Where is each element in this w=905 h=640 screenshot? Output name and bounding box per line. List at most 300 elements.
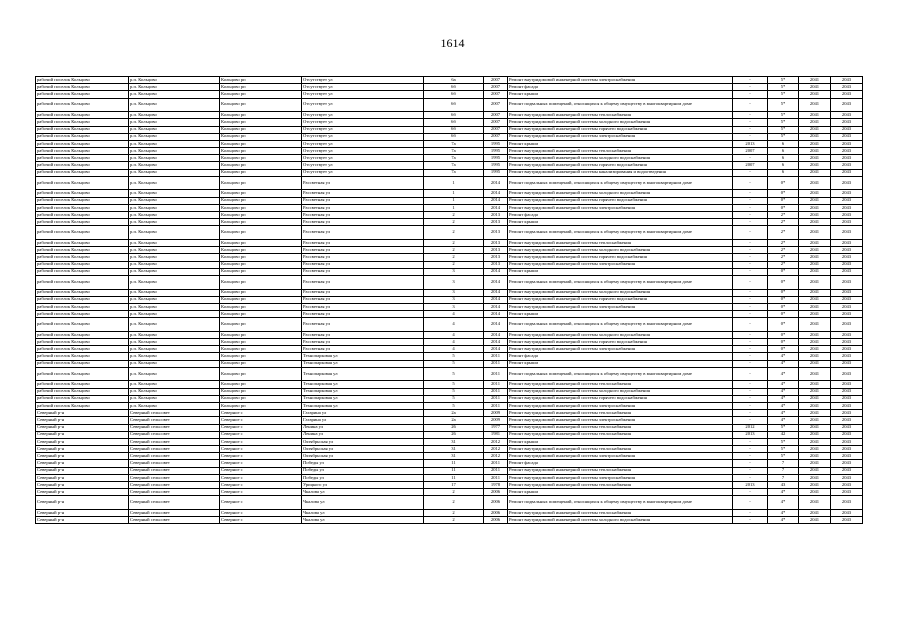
table-row	[36, 140, 863, 147]
cell-municipal-district: рабочий поселок Кольцово	[36, 388, 129, 395]
cell-locality: Кольцово рп	[220, 190, 302, 197]
cell-last-repair-year: 2013	[733, 140, 768, 147]
cell-municipal-district: рабочий поселок Кольцово	[36, 268, 129, 275]
cell-plan-start-year: 2041	[799, 517, 831, 524]
repair-schedule-table	[35, 76, 863, 524]
cell-plan-end-year: 2043	[831, 169, 863, 176]
cell-plan-end-year: 2043	[831, 453, 863, 460]
cell-last-repair-year: -	[733, 395, 768, 402]
cell-work-type: Ремонт внутридомовой инженерной системы теплоснабжения	[508, 424, 733, 431]
cell-house-number: 6б	[424, 84, 484, 91]
cell-plan-end-year: 2043	[831, 339, 863, 346]
cell-municipal-district: Северный р-н	[36, 482, 129, 489]
cell-work-type: Ремонт внутридомовой инженерной системы теплоснабжения	[508, 431, 733, 438]
cell-street: Рассветная ул	[302, 176, 424, 190]
cell-settlement: р.п. Кольцово	[129, 219, 220, 226]
cell-work-type: Ремонт фасада	[508, 353, 733, 360]
cell-locality: Кольцово рп	[220, 226, 302, 240]
table-row	[36, 112, 863, 119]
cell-last-repair-year: -	[733, 467, 768, 474]
cell-house-number: 7а	[424, 162, 484, 169]
cell-wear-value: 2*	[768, 226, 799, 240]
cell-municipal-district: Северный р-н	[36, 517, 129, 524]
cell-commission-year: 2006	[484, 496, 508, 510]
cell-wear-value: 0*	[768, 176, 799, 190]
cell-locality: Северное с	[220, 482, 302, 489]
cell-house-number: 1	[424, 176, 484, 190]
cell-settlement: р.п. Кольцово	[129, 331, 220, 338]
cell-locality: Кольцово рп	[220, 339, 302, 346]
cell-house-number: 2	[424, 261, 484, 268]
table-row	[36, 275, 863, 289]
cell-plan-end-year: 2043	[831, 431, 863, 438]
cell-commission-year: 2011	[484, 395, 508, 402]
table-row	[36, 496, 863, 510]
cell-plan-end-year: 2043	[831, 417, 863, 424]
cell-street: Победы ул	[302, 474, 424, 481]
cell-street: Рассветная ул	[302, 212, 424, 219]
cell-street: Технопарковая ул	[302, 367, 424, 381]
cell-last-repair-year: 2007	[733, 162, 768, 169]
table-row	[36, 98, 863, 112]
cell-work-type: Ремонт внутридомовой инженерной системы горячего водоснабжения	[508, 254, 733, 261]
cell-wear-value: 2*	[768, 247, 799, 254]
cell-last-repair-year: -	[733, 133, 768, 140]
cell-wear-value: 2*	[768, 261, 799, 268]
table-row	[36, 77, 863, 84]
cell-settlement: р.п. Кольцово	[129, 275, 220, 289]
table-row	[36, 119, 863, 126]
cell-plan-end-year: 2043	[831, 91, 863, 98]
cell-plan-end-year: 2043	[831, 460, 863, 467]
cell-work-type: Ремонт внутридомовой инженерной системы горячего водоснабжения	[508, 296, 733, 303]
cell-house-number: 6а	[424, 77, 484, 84]
cell-settlement: Северный сельсовет	[129, 446, 220, 453]
cell-locality: Северное с	[220, 474, 302, 481]
cell-commission-year: 2014	[484, 176, 508, 190]
cell-commission-year: 1995	[484, 155, 508, 162]
cell-plan-start-year: 2041	[799, 460, 831, 467]
cell-plan-start-year: 2041	[799, 219, 831, 226]
cell-wear-value: 5*	[768, 91, 799, 98]
table-row	[36, 339, 863, 346]
cell-house-number: 11	[424, 467, 484, 474]
cell-commission-year: 2014	[484, 289, 508, 296]
cell-house-number: 1	[424, 197, 484, 204]
cell-commission-year: 2014	[484, 275, 508, 289]
cell-street: Отсутствует ул	[302, 84, 424, 91]
cell-plan-start-year: 2041	[799, 424, 831, 431]
cell-wear-value: 4*	[768, 395, 799, 402]
cell-locality: Кольцово рп	[220, 169, 302, 176]
cell-plan-end-year: 2043	[831, 395, 863, 402]
cell-plan-start-year: 2041	[799, 381, 831, 388]
cell-last-repair-year: -	[733, 489, 768, 496]
cell-locality: Кольцово рп	[220, 162, 302, 169]
table-body	[36, 77, 863, 524]
cell-wear-value: 6	[768, 155, 799, 162]
cell-locality: Кольцово рп	[220, 247, 302, 254]
cell-plan-start-year: 2041	[799, 395, 831, 402]
cell-work-type: Ремонт внутридомовой инженерной системы теплоснабжения	[508, 446, 733, 453]
cell-last-repair-year: -	[733, 204, 768, 211]
cell-commission-year: 2011	[484, 474, 508, 481]
cell-settlement: р.п. Кольцово	[129, 339, 220, 346]
cell-house-number: 5	[424, 353, 484, 360]
cell-work-type: Ремонт внутридомовой инженерной системы теплоснабжения	[508, 148, 733, 155]
cell-wear-value: 0*	[768, 275, 799, 289]
cell-plan-start-year: 2041	[799, 268, 831, 275]
cell-work-type: Ремонт внутридомовой инженерной системы горячего водоснабжения	[508, 339, 733, 346]
cell-work-type: Ремонт подвальных помещений, относящихся к общему имуществу в многоквартирном доме	[508, 176, 733, 190]
cell-commission-year: 2014	[484, 268, 508, 275]
cell-last-repair-year: -	[733, 410, 768, 417]
cell-house-number: 6б	[424, 119, 484, 126]
cell-plan-start-year: 2041	[799, 247, 831, 254]
cell-commission-year: 2014	[484, 296, 508, 303]
cell-street: Октябрьская ул	[302, 453, 424, 460]
cell-house-number: 2а	[424, 410, 484, 417]
cell-work-type: Ремонт фасада	[508, 84, 733, 91]
cell-street: Рассветная ул	[302, 204, 424, 211]
cell-wear-value: 0*	[768, 197, 799, 204]
cell-commission-year: 2011	[484, 353, 508, 360]
cell-street: Рассветная ул	[302, 197, 424, 204]
cell-locality: Кольцово рп	[220, 381, 302, 388]
cell-settlement: р.п. Кольцово	[129, 197, 220, 204]
table-row	[36, 431, 863, 438]
cell-settlement: Северный сельсовет	[129, 410, 220, 417]
cell-plan-start-year: 2041	[799, 402, 831, 409]
cell-work-type: Ремонт внутридомовой инженерной системы холодного водоснабжения	[508, 289, 733, 296]
cell-plan-start-year: 2041	[799, 410, 831, 417]
cell-commission-year: 2014	[484, 339, 508, 346]
cell-last-repair-year: -	[733, 212, 768, 219]
cell-work-type: Ремонт внутридомовой инженерной системы теплоснабжения	[508, 467, 733, 474]
cell-municipal-district: рабочий поселок Кольцово	[36, 197, 129, 204]
cell-work-type: Ремонт подвальных помещений, относящихся к общему имуществу в многоквартирном доме	[508, 318, 733, 332]
cell-locality: Северное с	[220, 460, 302, 467]
cell-street: Чкалова ул	[302, 509, 424, 516]
table-row	[36, 226, 863, 240]
table-row	[36, 331, 863, 338]
cell-commission-year: 2006	[484, 489, 508, 496]
cell-last-repair-year: 2013	[733, 482, 768, 489]
cell-plan-start-year: 2041	[799, 431, 831, 438]
cell-municipal-district: рабочий поселок Кольцово	[36, 289, 129, 296]
cell-municipal-district: рабочий поселок Кольцово	[36, 402, 129, 409]
cell-plan-start-year: 2041	[799, 119, 831, 126]
cell-street: Отсутствует ул	[302, 140, 424, 147]
cell-work-type: Ремонт внутридомовой инженерной системы теплоснабжения	[508, 381, 733, 388]
cell-locality: Кольцово рп	[220, 197, 302, 204]
table-row	[36, 417, 863, 424]
cell-municipal-district: рабочий поселок Кольцово	[36, 190, 129, 197]
cell-plan-end-year: 2043	[831, 226, 863, 240]
cell-municipal-district: рабочий поселок Кольцово	[36, 77, 129, 84]
cell-commission-year: 2013	[484, 239, 508, 246]
cell-plan-end-year: 2043	[831, 496, 863, 510]
cell-plan-end-year: 2043	[831, 98, 863, 112]
cell-street: Отсутствует ул	[302, 133, 424, 140]
cell-commission-year: 1981	[484, 431, 508, 438]
cell-municipal-district: рабочий поселок Кольцово	[36, 360, 129, 367]
cell-street: Октябрьская ул	[302, 438, 424, 445]
cell-settlement: р.п. Кольцово	[129, 261, 220, 268]
table-row	[36, 424, 863, 431]
table-row	[36, 402, 863, 409]
cell-last-repair-year: -	[733, 219, 768, 226]
cell-house-number: 6б	[424, 112, 484, 119]
cell-work-type: Ремонт внутридомовой инженерной системы электроснабжения	[508, 133, 733, 140]
cell-plan-end-year: 2043	[831, 268, 863, 275]
cell-municipal-district: рабочий поселок Кольцово	[36, 247, 129, 254]
cell-locality: Кольцово рп	[220, 311, 302, 318]
cell-plan-end-year: 2043	[831, 482, 863, 489]
cell-work-type: Ремонт подвальных помещений, относящихся к общему имуществу в многоквартирном доме	[508, 98, 733, 112]
cell-plan-end-year: 2043	[831, 467, 863, 474]
cell-settlement: р.п. Кольцово	[129, 148, 220, 155]
cell-wear-value: 2*	[768, 254, 799, 261]
cell-wear-value: 0*	[768, 204, 799, 211]
cell-settlement: р.п. Кольцово	[129, 91, 220, 98]
cell-plan-start-year: 2041	[799, 438, 831, 445]
cell-commission-year: 2011	[484, 402, 508, 409]
cell-locality: Северное с	[220, 453, 302, 460]
cell-settlement: р.п. Кольцово	[129, 239, 220, 246]
cell-locality: Кольцово рп	[220, 212, 302, 219]
cell-house-number: 17	[424, 482, 484, 489]
cell-municipal-district: Северный р-н	[36, 438, 129, 445]
cell-house-number: 3	[424, 268, 484, 275]
cell-house-number: 7а	[424, 148, 484, 155]
cell-plan-end-year: 2043	[831, 275, 863, 289]
cell-street: Рассветная ул	[302, 219, 424, 226]
cell-wear-value: 4*	[768, 489, 799, 496]
cell-last-repair-year: -	[733, 381, 768, 388]
cell-settlement: Северный сельсовет	[129, 460, 220, 467]
cell-plan-start-year: 2041	[799, 126, 831, 133]
cell-last-repair-year: -	[733, 268, 768, 275]
cell-plan-end-year: 2043	[831, 140, 863, 147]
cell-settlement: р.п. Кольцово	[129, 140, 220, 147]
cell-house-number: 3	[424, 289, 484, 296]
table-row	[36, 367, 863, 381]
cell-wear-value: 4*	[768, 496, 799, 510]
cell-settlement: Северный сельсовет	[129, 438, 220, 445]
cell-street: Чкалова ул	[302, 489, 424, 496]
cell-plan-end-year: 2043	[831, 197, 863, 204]
cell-house-number: 7а	[424, 169, 484, 176]
cell-plan-start-year: 2041	[799, 388, 831, 395]
cell-wear-value: 2*	[768, 219, 799, 226]
cell-locality: Кольцово рп	[220, 77, 302, 84]
table-row	[36, 84, 863, 91]
cell-locality: Кольцово рп	[220, 346, 302, 353]
table-row	[36, 91, 863, 98]
cell-municipal-district: Северный р-н	[36, 496, 129, 510]
cell-street: Победы ул	[302, 460, 424, 467]
cell-commission-year: 2014	[484, 318, 508, 332]
cell-settlement: р.п. Кольцово	[129, 296, 220, 303]
cell-house-number: 2	[424, 489, 484, 496]
table-row	[36, 126, 863, 133]
table-row	[36, 261, 863, 268]
cell-last-repair-year: 2013	[733, 431, 768, 438]
cell-plan-end-year: 2043	[831, 112, 863, 119]
cell-locality: Кольцово рп	[220, 133, 302, 140]
cell-wear-value: 0*	[768, 268, 799, 275]
cell-plan-start-year: 2041	[799, 489, 831, 496]
cell-plan-end-year: 2043	[831, 289, 863, 296]
cell-settlement: р.п. Кольцово	[129, 176, 220, 190]
cell-street: Рассветная ул	[302, 275, 424, 289]
cell-work-type: Ремонт внутридомовой инженерной системы электроснабжения	[508, 453, 733, 460]
cell-plan-end-year: 2043	[831, 190, 863, 197]
cell-work-type: Ремонт внутридомовой инженерной системы теплоснабжения	[508, 509, 733, 516]
cell-locality: Северное с	[220, 517, 302, 524]
cell-commission-year: 1995	[484, 140, 508, 147]
cell-settlement: Северный сельсовет	[129, 467, 220, 474]
cell-wear-value: 0*	[768, 346, 799, 353]
cell-locality: Кольцово рп	[220, 318, 302, 332]
cell-last-repair-year: -	[733, 296, 768, 303]
cell-street: Рассветная ул	[302, 318, 424, 332]
cell-plan-start-year: 2041	[799, 112, 831, 119]
table-row	[36, 239, 863, 246]
cell-locality: Кольцово рп	[220, 303, 302, 310]
cell-wear-value: 6	[768, 162, 799, 169]
cell-plan-start-year: 2041	[799, 353, 831, 360]
table-row	[36, 353, 863, 360]
cell-locality: Северное с	[220, 467, 302, 474]
cell-house-number: 5	[424, 402, 484, 409]
table-row	[36, 162, 863, 169]
cell-commission-year: 2011	[484, 381, 508, 388]
cell-street: Рассветная ул	[302, 268, 424, 275]
cell-last-repair-year: -	[733, 517, 768, 524]
cell-work-type: Ремонт крыши	[508, 91, 733, 98]
table-row	[36, 460, 863, 467]
cell-house-number: 6б	[424, 126, 484, 133]
cell-commission-year: 2007	[484, 119, 508, 126]
cell-commission-year: 1995	[484, 162, 508, 169]
cell-settlement: Северный сельсовет	[129, 474, 220, 481]
cell-wear-value: 4*	[768, 509, 799, 516]
cell-settlement: р.п. Кольцово	[129, 155, 220, 162]
cell-house-number: 5	[424, 360, 484, 367]
cell-street: Технопарковая ул	[302, 395, 424, 402]
cell-plan-start-year: 2041	[799, 239, 831, 246]
cell-plan-start-year: 2041	[799, 169, 831, 176]
cell-plan-start-year: 2041	[799, 77, 831, 84]
cell-plan-end-year: 2043	[831, 162, 863, 169]
cell-last-repair-year: -	[733, 275, 768, 289]
cell-plan-end-year: 2043	[831, 353, 863, 360]
cell-wear-value: 5*	[768, 446, 799, 453]
cell-house-number: 4	[424, 331, 484, 338]
cell-street: Октябрьская ул	[302, 446, 424, 453]
cell-work-type: Ремонт внутридомовой инженерной системы электроснабжения	[508, 346, 733, 353]
table-row	[36, 482, 863, 489]
cell-wear-value: 0*	[768, 339, 799, 346]
cell-work-type: Ремонт крыши	[508, 311, 733, 318]
cell-street: Гагарина ул	[302, 410, 424, 417]
cell-municipal-district: рабочий поселок Кольцово	[36, 261, 129, 268]
cell-locality: Кольцово рп	[220, 254, 302, 261]
cell-settlement: р.п. Кольцово	[129, 84, 220, 91]
cell-commission-year: 2006	[484, 509, 508, 516]
cell-last-repair-year: -	[733, 176, 768, 190]
cell-commission-year: 2013	[484, 254, 508, 261]
cell-settlement: р.п. Кольцово	[129, 112, 220, 119]
cell-last-repair-year: -	[733, 112, 768, 119]
cell-locality: Кольцово рп	[220, 140, 302, 147]
cell-plan-start-year: 2041	[799, 176, 831, 190]
cell-municipal-district: Северный р-н	[36, 446, 129, 453]
cell-wear-value: 0*	[768, 303, 799, 310]
cell-wear-value: 4*	[768, 360, 799, 367]
cell-street: Рассветная ул	[302, 339, 424, 346]
cell-street: Отсутствует ул	[302, 119, 424, 126]
table-row	[36, 176, 863, 190]
cell-wear-value: 5*	[768, 453, 799, 460]
cell-house-number: 6б	[424, 91, 484, 98]
cell-plan-end-year: 2043	[831, 296, 863, 303]
cell-commission-year: 2006	[484, 517, 508, 524]
cell-wear-value: 4*	[768, 388, 799, 395]
cell-plan-start-year: 2041	[799, 509, 831, 516]
cell-municipal-district: рабочий поселок Кольцово	[36, 254, 129, 261]
cell-plan-end-year: 2043	[831, 303, 863, 310]
cell-last-repair-year: -	[733, 190, 768, 197]
cell-work-type: Ремонт крыши	[508, 489, 733, 496]
table-row	[36, 268, 863, 275]
cell-wear-value: 0*	[768, 289, 799, 296]
cell-house-number: 11	[424, 474, 484, 481]
cell-street: Рассветная ул	[302, 247, 424, 254]
cell-work-type: Ремонт внутридомовой инженерной системы электроснабжения	[508, 204, 733, 211]
cell-municipal-district: рабочий поселок Кольцово	[36, 226, 129, 240]
cell-plan-start-year: 2041	[799, 367, 831, 381]
cell-work-type: Ремонт внутридомовой инженерной системы холодного водоснабжения	[508, 119, 733, 126]
cell-plan-end-year: 2043	[831, 489, 863, 496]
cell-house-number: 4	[424, 346, 484, 353]
cell-commission-year: 2007	[484, 77, 508, 84]
cell-last-repair-year: -	[733, 247, 768, 254]
cell-plan-end-year: 2043	[831, 84, 863, 91]
cell-plan-start-year: 2041	[799, 261, 831, 268]
cell-last-repair-year: -	[733, 84, 768, 91]
cell-street: Победы ул	[302, 467, 424, 474]
table-row	[36, 133, 863, 140]
table-row	[36, 254, 863, 261]
cell-house-number: 5	[424, 395, 484, 402]
cell-municipal-district: рабочий поселок Кольцово	[36, 148, 129, 155]
cell-street: Рассветная ул	[302, 303, 424, 310]
cell-wear-value: 5*	[768, 112, 799, 119]
cell-commission-year: 1978	[484, 482, 508, 489]
cell-plan-start-year: 2041	[799, 254, 831, 261]
cell-work-type: Ремонт подвальных помещений, относящихся к общему имуществу в многоквартирном доме	[508, 275, 733, 289]
cell-street: Ленина ул	[302, 424, 424, 431]
cell-settlement: р.п. Кольцово	[129, 360, 220, 367]
cell-settlement: р.п. Кольцово	[129, 318, 220, 332]
cell-last-repair-year: -	[733, 261, 768, 268]
table-row	[36, 438, 863, 445]
cell-street: Отсутствует ул	[302, 148, 424, 155]
cell-street: Рассветная ул	[302, 289, 424, 296]
